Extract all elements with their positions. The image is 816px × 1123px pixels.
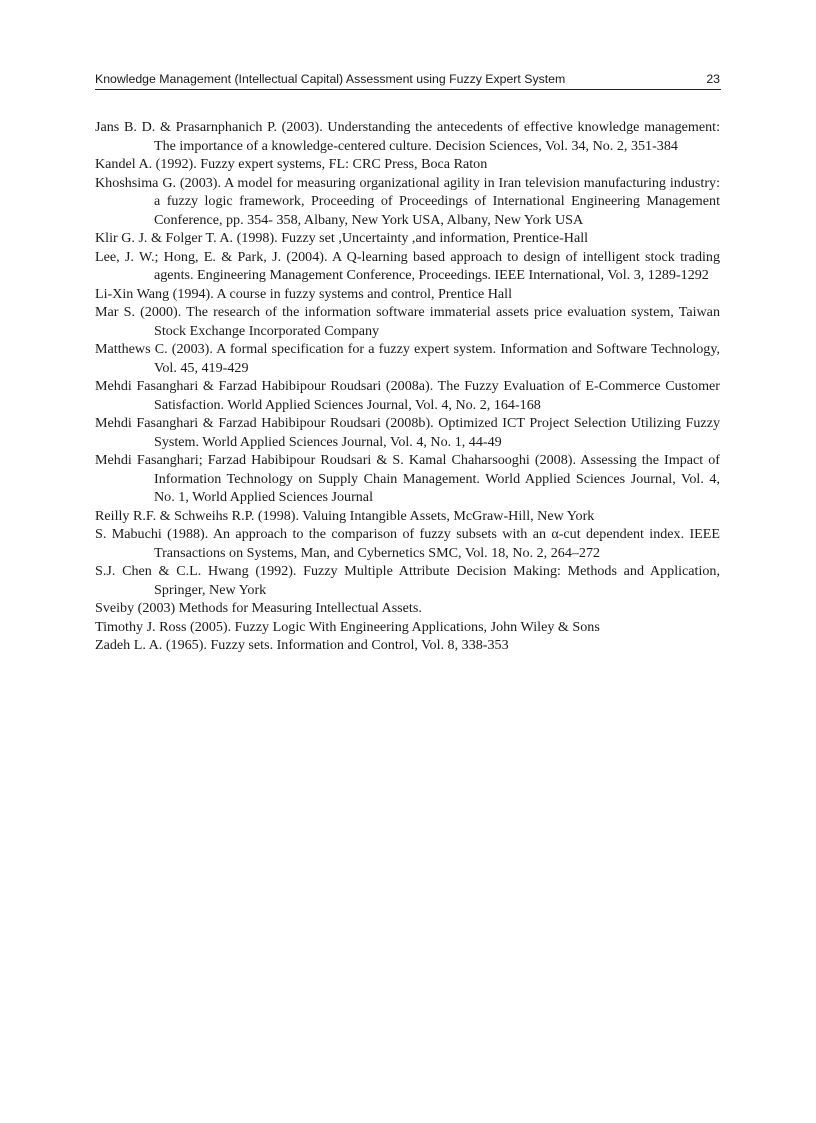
reference-entry: Mehdi Fasanghari & Farzad Habibipour Roudsari (2008b). Optimized ICT Project Selection Utilizing Fuzzy System. World Applied Sciences Journal, Vol. 4, No. 1, 44-49 [95,415,720,450]
reference-entry: Klir G. J. & Folger T. A. (1998). Fuzzy set ,Uncertainty ,and information, Prentice-Hall [95,230,589,246]
reference-entry: Zadeh L. A. (1965). Fuzzy sets. Information and Control, Vol. 8, 338-353 [95,637,509,653]
reference-entry: Mehdi Fasanghari & Farzad Habibipour Roudsari (2008a). The Fuzzy Evaluation of E-Commerce Customer Satisfaction. World Applied Sciences Journal, Vol. 4, No. 2, 164-168 [95,378,720,413]
reference-entry: Li-Xin Wang (1994). A course in fuzzy systems and control, Prentice Hall [95,285,513,302]
reference-entry: Sveiby (2003) Methods for Measuring Intellectual Assets. [95,600,422,616]
reference-entry: Reilly R.F. & Schweihs R.P. (1998). Valuing Intangible Assets, McGraw-Hill, New York [95,507,595,524]
reference-entry: Mehdi Fasanghari; Farzad Habibipour Roudsari & S. Kamal Chaharsooghi (2008). Assessing the Impact of Information Technology on Supply Chain Management. World Applied Sciences Journal, Vol. 4, No. 1, World Applied Sciences Journal [95,452,720,505]
reference-list [95,118,720,655]
reference-entry: Matthews C. (2003). A formal specification for a fuzzy expert system. Information and Software Technology, Vol. 45, 419-429 [95,341,720,376]
reference-entry: Jans B. D. & Prasarnphanich P. (2003). Understanding the antecedents of effective knowledge management: The importance of a knowledge-centered culture. Decision Sciences, Vol. 34, No. 2, 351-384 [95,119,720,154]
running-header-title: Knowledge Management (Intellectual Capital) Assessment using Fuzzy Expert System [95,72,566,86]
reference-entry: S. Mabuchi (1988). An approach to the comparison of fuzzy subsets with an α-cut dependent index. IEEE Transactions on Systems, Man, and Cybernetics SMC, Vol. 18, No. 2, 264–272 [95,526,720,561]
reference-entry: S.J. Chen & C.L. Hwang (1992). Fuzzy Multiple Attribute Decision Making: Methods and Application, Springer, New York [95,563,720,598]
page-number: 23 [706,72,720,86]
reference-entry: Khoshsima G. (2003). A model for measuring organizational agility in Iran television manufacturing industry: a fuzzy logic framework, Proceeding of Proceedings of International Engineering Management Conference, pp. 354- 358, Albany, New York USA, Albany, New York USA [95,174,720,228]
reference-entry: Lee, J. W.; Hong, E. & Park, J. (2004). A Q-learning based approach to design of intelligent stock trading agents. Engineering Management Conference, Proceedings. IEEE International, Vol. 3, 1289-1292 [95,248,720,283]
running-header [95,71,721,90]
reference-entry: Timothy J. Ross (2005). Fuzzy Logic With Engineering Applications, John Wiley & Sons [95,618,600,635]
reference-entry: Kandel A. (1992). Fuzzy expert systems, FL: CRC Press, Boca Raton [95,156,488,172]
reference-entry: Mar S. (2000). The research of the information software immaterial assets price evaluation system, Taiwan Stock Exchange Incorporated Company [95,304,720,339]
